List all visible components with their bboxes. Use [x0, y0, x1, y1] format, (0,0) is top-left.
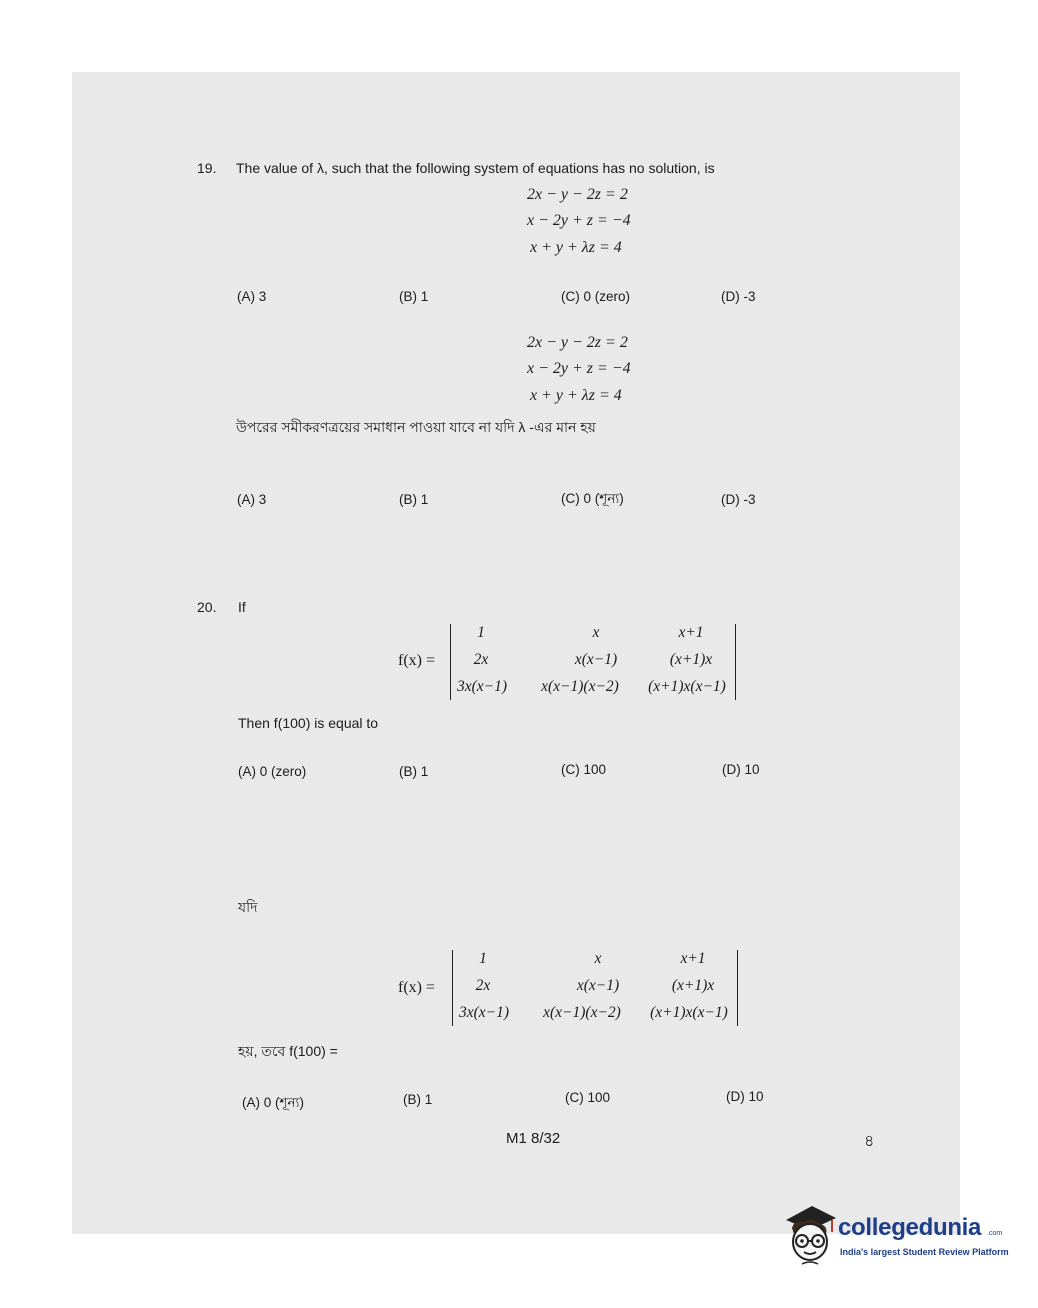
- bn-equation-1: 2x − y − 2z = 2: [527, 334, 628, 351]
- matrix-cell: 3x(x−1): [458, 1004, 510, 1021]
- equation-3: x + y + λz = 4: [530, 239, 622, 256]
- q20-bn-option-c: (C) 100: [565, 1090, 611, 1105]
- bn-fx-label: f(x) =: [398, 979, 436, 996]
- matrix-cell: (x+1)x: [671, 977, 715, 994]
- determinant: [450, 624, 736, 700]
- q20-bengali-then: হয়, তবে f(100) =: [238, 1043, 338, 1059]
- logo-tagline: India's largest Student Review Platform: [840, 1247, 1009, 1257]
- q19-bn-option-a: (A) 3: [237, 492, 267, 507]
- q20-option-d: (D) 10: [722, 762, 760, 777]
- question-19-text: The value of λ, such that the following system of equations has no solution, is: [236, 160, 715, 176]
- matrix-cell: (x+1)x: [669, 651, 713, 668]
- q19-bengali-text: উপরের সমীকরণত্রয়ের সমাধান পাওয়া যাবে না যদি λ -এর মান হয়: [236, 419, 596, 435]
- matrix-cell: 3x(x−1): [456, 678, 508, 695]
- matrix-cell: 2x: [475, 977, 491, 994]
- bn-determinant: [452, 950, 738, 1026]
- matrix-cell: x(x−1)(x−2): [543, 1004, 621, 1021]
- scanned-page: [72, 72, 960, 1234]
- q20-bengali-if: যদি: [238, 899, 258, 915]
- logo-brand: collegedunia: [838, 1214, 982, 1241]
- equation-2: x − 2y + z = −4: [527, 212, 631, 229]
- matrix-cell: x+1: [678, 624, 704, 641]
- q19-bn-option-d: (D) -3: [721, 492, 756, 507]
- bn-equation-2: x − 2y + z = −4: [527, 360, 631, 377]
- q20-option-a: (A) 0 (zero): [238, 764, 307, 779]
- q19-bn-option-b: (B) 1: [399, 492, 429, 507]
- matrix-cell: 2x: [473, 651, 489, 668]
- q20-bn-option-d: (D) 10: [726, 1089, 764, 1104]
- matrix-cell: x(x−1): [576, 977, 620, 994]
- q20-option-c: (C) 100: [561, 762, 607, 777]
- logo-suffix: .com: [987, 1230, 1003, 1237]
- question-20-then: Then f(100) is equal to: [238, 715, 379, 731]
- matrix-cell: x: [592, 624, 600, 641]
- question-number-20: 20.: [197, 599, 217, 615]
- q19-option-b: (B) 1: [399, 289, 429, 304]
- q20-option-b: (B) 1: [399, 764, 429, 779]
- collegedunia-logo[interactable]: [780, 1200, 1010, 1272]
- page-number-bengali: ৪: [864, 1133, 875, 1150]
- question-20-if: If: [238, 599, 246, 615]
- matrix-cell: 1: [477, 624, 485, 641]
- q19-option-d: (D) -3: [721, 289, 756, 304]
- matrix-cell: x+1: [680, 950, 706, 967]
- matrix-cell: (x+1)x(x−1): [650, 1004, 728, 1021]
- equation-1: 2x − y − 2z = 2: [527, 186, 628, 203]
- student-mascot-icon: [780, 1200, 840, 1272]
- bn-equation-3: x + y + λz = 4: [530, 387, 622, 404]
- fx-label: f(x) =: [398, 652, 436, 669]
- q20-bn-option-b: (B) 1: [403, 1092, 433, 1107]
- q20-bn-option-a: (A) 0 (শূন্য): [242, 1095, 304, 1110]
- q19-option-c: (C) 0 (zero): [561, 289, 631, 304]
- question-number-19: 19.: [197, 160, 217, 176]
- q19-option-a: (A) 3: [237, 289, 267, 304]
- matrix-cell: x: [594, 950, 602, 967]
- page-number: M1 8/32: [506, 1130, 561, 1147]
- matrix-cell: x(x−1)(x−2): [541, 678, 619, 695]
- matrix-cell: (x+1)x(x−1): [648, 678, 726, 695]
- matrix-cell: x(x−1): [574, 651, 618, 668]
- matrix-cell: 1: [479, 950, 487, 967]
- q19-bn-option-c: (C) 0 (শূন্য): [561, 491, 624, 506]
